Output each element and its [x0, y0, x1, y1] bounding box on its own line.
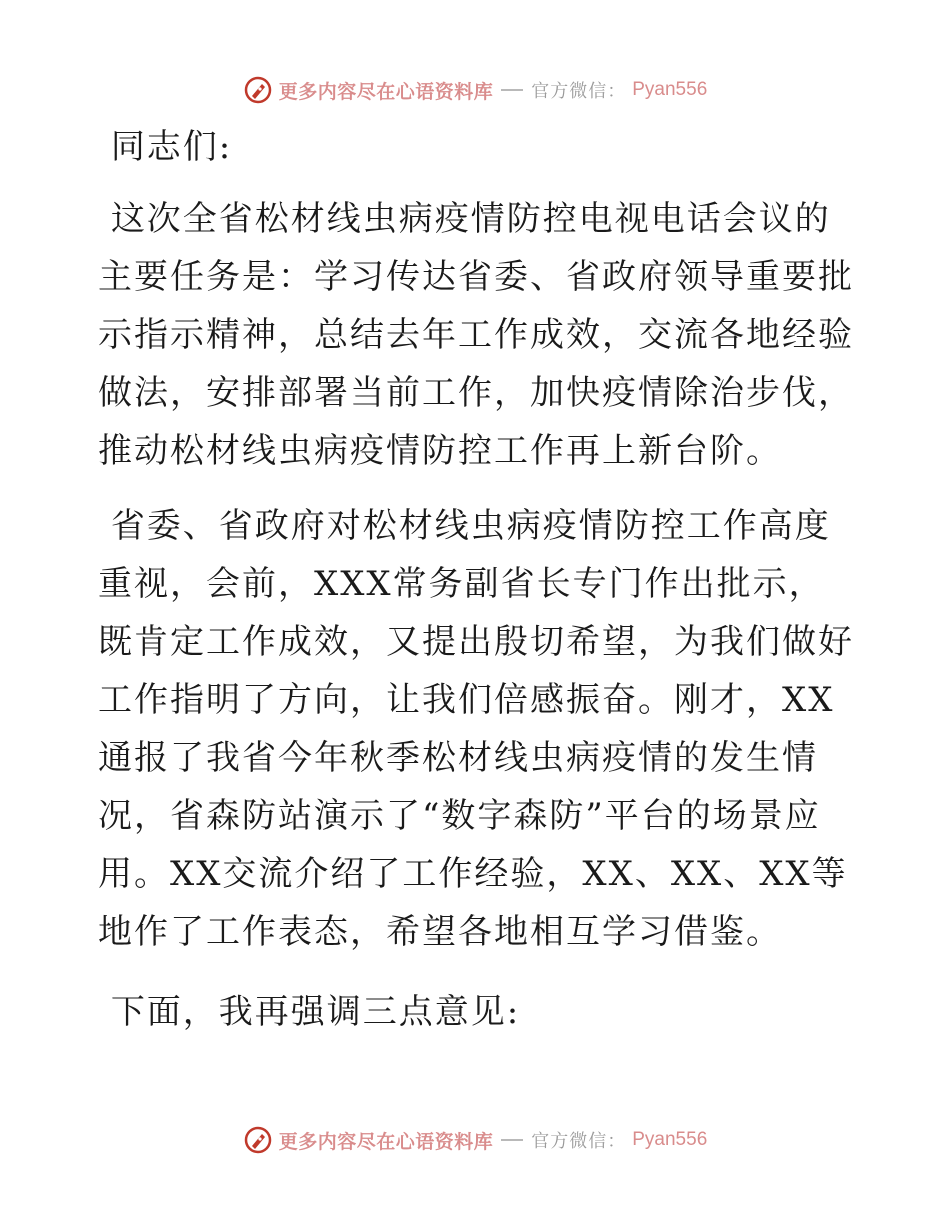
header-banner	[0, 72, 950, 108]
paragraph-meeting-tasks: 这次全省松材线虫病疫情防控电视电话会议的主要任务是：学习传达省委、省政府领导重要批示指示精神，总结去年工作成效，交流各地经验做法，安排部署当前工作，加快疫情除治步伐，推动松材线虫病疫情防控工作再上新台阶。	[98, 199, 854, 471]
banner-site-text: 更多内容尽在心语资料库	[278, 1130, 494, 1153]
salutation: 同志们:	[98, 127, 233, 167]
paragraph-three-points: 下面，我再强调三点意见:	[98, 992, 521, 1032]
footer-banner	[0, 1122, 950, 1158]
banner-wechat-id: Pyan556	[632, 1129, 708, 1150]
banner-wechat-label: 官方微信：	[531, 1131, 627, 1152]
banner-site-text: 更多内容尽在心语资料库	[278, 80, 494, 103]
paragraph-leadership-attention: 省委、省政府对松材线虫病疫情防控工作高度重视，会前，XXX常务副省长专门作出批示，既肯定工作成效，又提出殷切希望，为我们做好工作指明了方向，让我们倍感振奋。刚才，XX通报了我省今年秋季松材线虫病疫情的发生情况，省森防站演示了“数字森防”平台的场景应用。XX交流介绍了工作经验，XX、XX、XX等地作了工作表态，希望各地相互学习借鉴。	[98, 506, 854, 952]
banner-wechat-id: Pyan556	[632, 79, 708, 100]
pen-nib-circle-icon	[243, 75, 273, 105]
banner-divider	[501, 89, 523, 91]
banner-wechat-label: 官方微信：	[531, 81, 627, 102]
pen-nib-circle-icon	[243, 1125, 273, 1155]
banner-divider	[501, 1139, 523, 1141]
